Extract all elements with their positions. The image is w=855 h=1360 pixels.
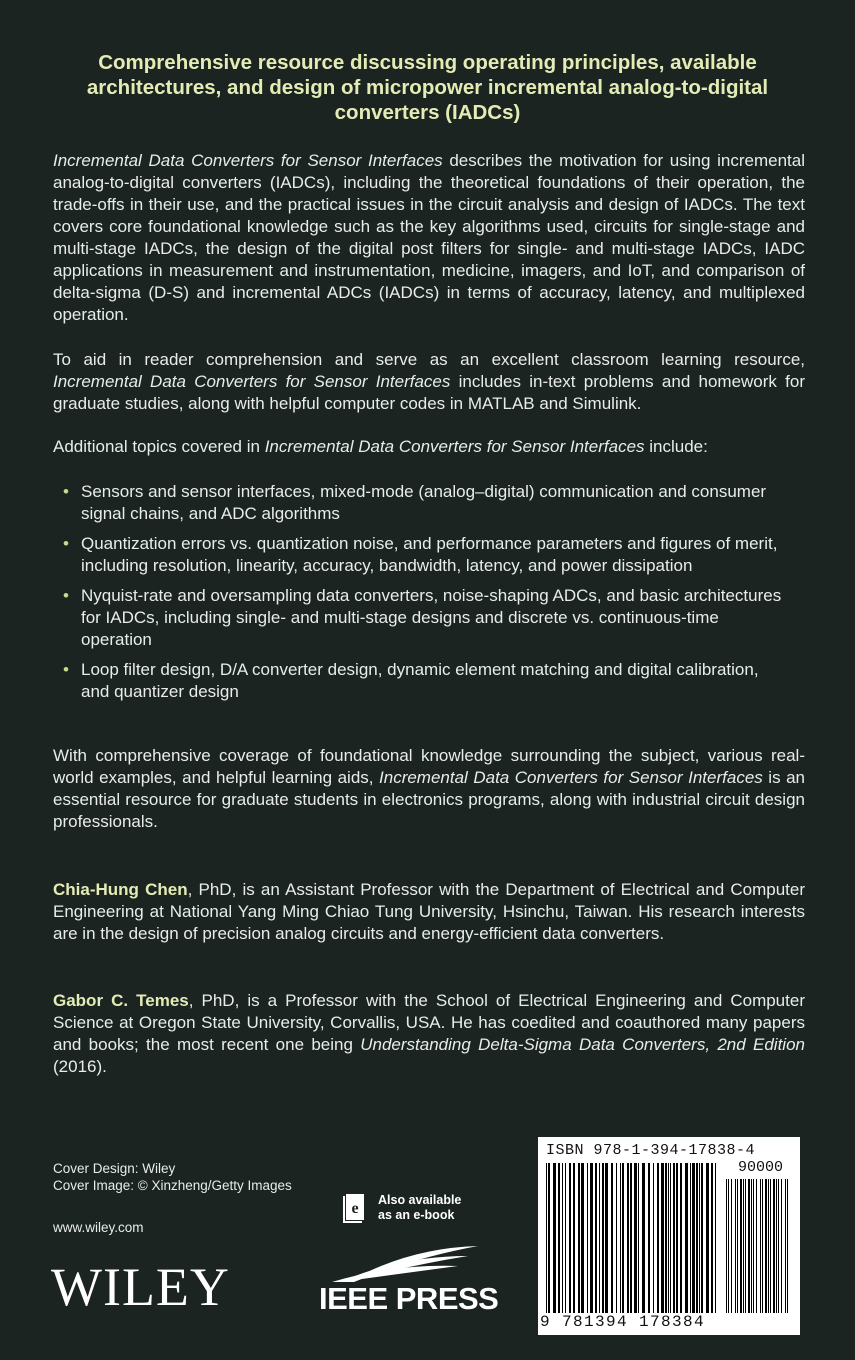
- barcode-bar: [665, 1163, 667, 1313]
- barcode-bar: [634, 1163, 637, 1313]
- barcode-bar: [595, 1163, 597, 1313]
- paragraph-1-text: describes the motivation for using incremental analog-to-digital converters (IADCs), including the theoretical foundations of their operation, the trade-offs in their use, and the practical issues in the circuit analysis and design of IADCs. The text covers core foundational knowledge such as the key algorithms used, circuits for single-stage and multi-stage IADCs, the design of the digital post filters for single- and multi-stage IADCs, IADC applications in measurement and instrumentation, medicine, imagers, and IoT, and comparison of delta-sigma (D-S) and incremental ADCs (IADCs) in terms of accuracy, latency, and multiplexed operation.: [53, 151, 805, 324]
- barcode-bar: [642, 1163, 645, 1313]
- barcode-bar: [731, 1179, 732, 1313]
- barcode-bar: [768, 1179, 769, 1313]
- list-item: [63, 659, 783, 703]
- barcode-bar: [611, 1163, 613, 1313]
- list-item: [63, 585, 783, 651]
- barcode-bar: [590, 1163, 593, 1313]
- barcode-bar: [728, 1179, 729, 1313]
- barcode-bar: [715, 1163, 716, 1313]
- barcode-bar: [676, 1163, 678, 1313]
- barcode-bar: [776, 1179, 777, 1313]
- barcode-bar: [670, 1163, 671, 1313]
- barcode-bar: [751, 1179, 752, 1313]
- barcode-bar: [726, 1179, 727, 1313]
- description-paragraph-1: [53, 150, 805, 326]
- recent-book-year: (2016).: [53, 1057, 107, 1076]
- author-bio-2: [53, 990, 805, 1078]
- book-title-ref: Incremental Data Converters for Sensor Interfaces: [379, 768, 763, 787]
- bullet-icon: •: [63, 660, 69, 679]
- description-paragraph-4: [53, 745, 805, 833]
- topic-text: Loop filter design, D/A converter design, dynamic element matching and digital calibration, and quantizer design: [81, 660, 759, 701]
- barcode-bar: [602, 1163, 604, 1313]
- paragraph-4-before: With comprehensive coverage of foundational knowledge surrounding the subject, various real-world examples, and helpful learning aids,: [53, 746, 805, 787]
- author-name: Chia-Hung Chen: [53, 880, 188, 899]
- barcode-bar: [778, 1179, 779, 1313]
- barcode-bar: [562, 1163, 563, 1313]
- barcode-bar: [630, 1163, 632, 1313]
- barcode-bar: [692, 1163, 695, 1313]
- barcode-bar: [661, 1163, 664, 1313]
- barcode-bar: [743, 1179, 744, 1313]
- barcode-bar: [735, 1179, 736, 1313]
- barcode-bar: [773, 1179, 775, 1313]
- barcode-bar: [753, 1179, 754, 1313]
- cover-design-credit: Cover Design: Wiley: [53, 1161, 176, 1176]
- barcode-bar: [548, 1163, 550, 1313]
- barcode-bar: [737, 1179, 738, 1313]
- barcode-bar: [701, 1163, 703, 1313]
- ebook-line-1: Also available: [378, 1193, 462, 1207]
- barcode-bar: [553, 1163, 556, 1313]
- barcode-bar: [616, 1163, 617, 1313]
- wiley-logo: WILEY: [51, 1257, 230, 1317]
- barcode-bar: [573, 1163, 575, 1313]
- book-title-ref: Incremental Data Converters for Sensor Interfaces: [264, 437, 645, 456]
- barcode-bar: [546, 1163, 547, 1313]
- barcode-bar: [680, 1163, 682, 1313]
- barcode-bar: [765, 1179, 767, 1313]
- barcode-bar: [696, 1163, 698, 1313]
- headline: Comprehensive resource discussing operating principles, available architectures, and design of micropower incremental analog-to-digital converters (IADCs): [86, 51, 769, 124]
- barcode-bar: [770, 1179, 771, 1313]
- author-bio-text: , PhD, is an Assistant Professor with the Department of Electrical and Computer Engineering at National Yang Ming Chiao Tung University, Hsinchu, Taiwan. His research interests are in the design of precision analog circuits and energy-efficient data converters.: [53, 880, 805, 943]
- barcode-bar: [740, 1179, 742, 1313]
- topics-list: [63, 481, 783, 711]
- paragraph-2-before: To aid in reader comprehension and serve as an excellent classroom learning resource,: [53, 350, 805, 369]
- topic-text: Sensors and sensor interfaces, mixed-mode (analog–digital) communication and consumer signal chains, and ADC algorithms: [81, 482, 767, 523]
- barcode-bar: [587, 1163, 588, 1313]
- barcode-bar: [787, 1179, 788, 1313]
- barcode-bar: [706, 1163, 709, 1313]
- publisher-website: www.wiley.com: [53, 1220, 144, 1235]
- isbn-barcode: [538, 1137, 800, 1335]
- author-bio-text: , PhD, is a Professor with the School of Electrical Engineering and Computer Science at Oregon State University, Corvallis, USA. He has coedited and coauthored many papers and books; the most recent one being: [53, 991, 805, 1054]
- ebook-line-2: as an e-book: [378, 1208, 455, 1222]
- barcode-bar: [599, 1163, 600, 1313]
- bullet-icon: •: [63, 482, 69, 501]
- topics-intro: [53, 436, 805, 458]
- list-item: [63, 533, 783, 577]
- barcode-bar: [558, 1163, 560, 1313]
- book-title-ref: Incremental Data Converters for Sensor Interfaces: [53, 151, 443, 170]
- cover-credits: [53, 1160, 292, 1194]
- ebook-availability: [378, 1193, 461, 1223]
- ieee-press-logo: IEEE PRESS: [319, 1281, 499, 1316]
- barcode-bar: [638, 1163, 639, 1313]
- ieee-wave-icon: [318, 1244, 488, 1284]
- barcode-bar: [748, 1179, 750, 1313]
- barcode-bar: [653, 1163, 654, 1313]
- barcode-bar: [657, 1163, 659, 1313]
- barcode-bar: [627, 1163, 629, 1313]
- barcode-bar: [711, 1163, 713, 1313]
- list-item: [63, 481, 783, 525]
- topic-text: Quantization errors vs. quantization noise, and performance parameters and figures of merit, including resolution, linearity, accuracy, bandwidth, latency, and power dissipation: [81, 534, 778, 575]
- barcode-bar: [648, 1163, 650, 1313]
- topic-text: Nyquist-rate and oversampling data converters, noise-shaping ADCs, and basic architectures for IADCs, including single- and multi-stage designs and discrete vs. continuous-time operation: [81, 586, 782, 649]
- barcode-bar: [605, 1163, 608, 1313]
- recent-book-title: Understanding Delta-Sigma Data Converters, 2nd Edition: [360, 1035, 805, 1054]
- barcode-bar: [565, 1163, 566, 1313]
- barcode-main-icon: [544, 1163, 720, 1313]
- barcode-bar: [690, 1163, 691, 1313]
- isbn-addon-code: 90000: [738, 1159, 784, 1176]
- ebook-icon: [342, 1192, 368, 1224]
- barcode-bar: [762, 1179, 763, 1313]
- cover-image-credit: Cover Image: © Xinzheng/Getty Images: [53, 1178, 292, 1193]
- paragraph-3-after: include:: [644, 437, 708, 456]
- barcode-bar: [622, 1163, 624, 1313]
- bullet-icon: •: [63, 586, 69, 605]
- svg-text:e: e: [351, 1200, 359, 1217]
- barcode-bar: [699, 1163, 700, 1313]
- barcode-bar: [581, 1163, 584, 1313]
- barcode-bar: [756, 1179, 757, 1313]
- author-bio-1: [53, 879, 805, 945]
- barcode-bar: [668, 1163, 669, 1313]
- bullet-icon: •: [63, 534, 69, 553]
- paragraph-4-after: is an essential resource for graduate students in electronics programs, along with industrial circuit design professionals.: [53, 768, 805, 831]
- description-paragraph-2: [53, 349, 805, 415]
- barcode-bar: [673, 1163, 675, 1313]
- paragraph-3-before: Additional topics covered in: [53, 437, 265, 456]
- book-title-ref: Incremental Data Converters for Sensor Interfaces: [53, 372, 451, 391]
- barcode-bar: [745, 1179, 746, 1313]
- barcode-bar: [760, 1179, 761, 1313]
- barcode-digits: 9 781394 178384: [540, 1313, 706, 1331]
- barcode-bar: [569, 1163, 571, 1313]
- barcode-bar: [620, 1163, 621, 1313]
- barcode-bar: [578, 1163, 580, 1313]
- barcode-addon-icon: [724, 1179, 792, 1313]
- isbn-label: ISBN 978-1-394-17838-4: [546, 1142, 756, 1159]
- barcode-bar: [685, 1163, 688, 1313]
- paragraph-2-after: includes in-text problems and homework for graduate studies, along with helpful computer codes in MATLAB and Simulink.: [53, 372, 805, 413]
- barcode-bar: [785, 1179, 786, 1313]
- author-name: Gabor C. Temes: [53, 991, 189, 1010]
- barcode-bar: [781, 1179, 782, 1313]
